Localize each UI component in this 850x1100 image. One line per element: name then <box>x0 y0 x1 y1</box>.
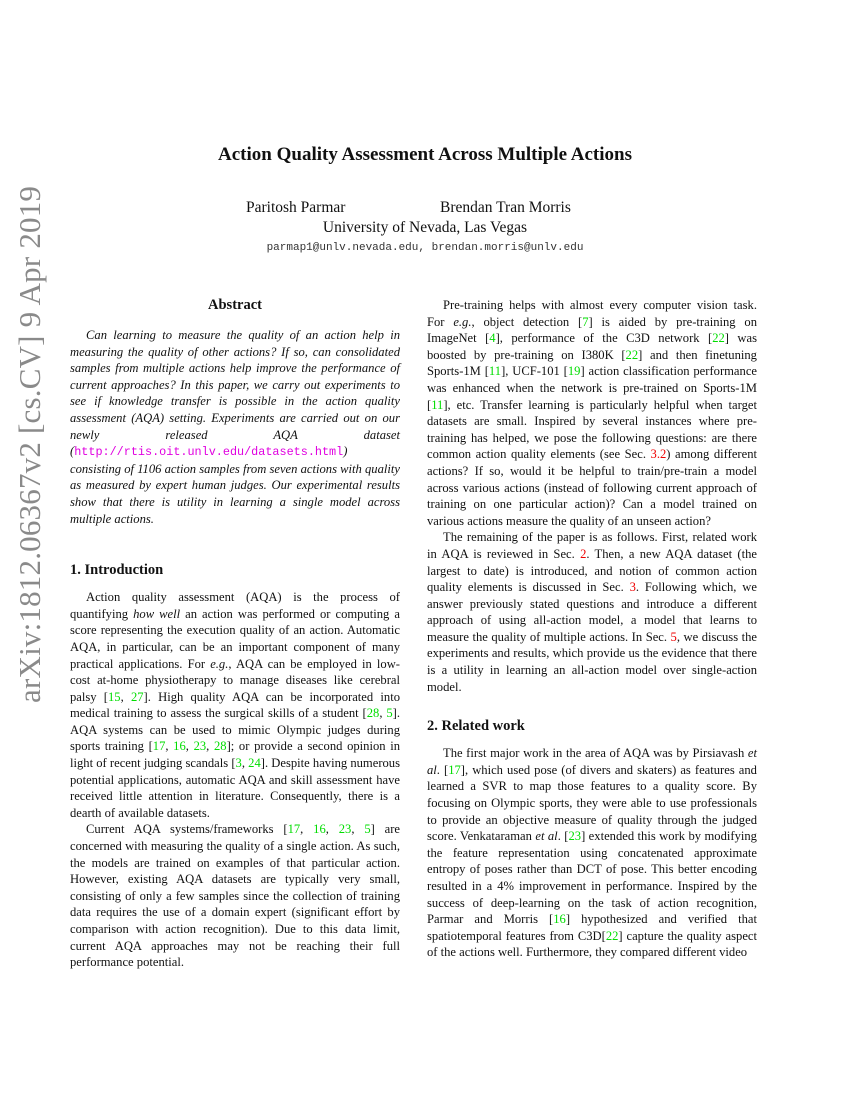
citation-link[interactable]: 22 <box>625 347 639 362</box>
citation-link[interactable]: 16 <box>313 822 326 837</box>
citation-link[interactable]: 22 <box>605 928 619 943</box>
citation-link[interactable]: 4 <box>489 331 496 346</box>
citation-link[interactable]: 27 <box>130 689 144 704</box>
citation-link[interactable]: 17 <box>448 762 461 777</box>
paragraph: Current AQA systems/frameworks [17, 16, 23, 5] are concerned with measuring the quality of a single action. As such, the models are trained on examples of that particular action. However, existing AQA datasets are typically very small, consisting of only a few samples since the collection of training data requires the use of a domain expert (significant effort by comparison with action recognition). Due to this data limit, current AQA approaches may not be reaching their full performance potential. <box>70 822 401 970</box>
citation-link[interactable]: 11 <box>488 364 502 379</box>
citation-link[interactable]: 15 <box>108 689 121 704</box>
citation-link[interactable]: 28 <box>213 739 227 754</box>
section-ref-link[interactable]: 3 <box>629 580 636 595</box>
paragraph: The first major work in the area of AQA was by Pirsiavash et al. [17], which used pose (of divers and skaters) as features and learned a SVR to map those features to a quality score. By focusing on Olympic sports, they were able to use professionals to provide an objective measure of quality through the judged score. Venkataraman et al. [23] extended this work by modifying the feature representation using concatenated approximate entropy of poses rather than DCT of pose. This better encoding resulted in a 4% improvement in performance. Inspired by the success of deep-learning on the task of action recognition, Parmar and Morris [16] hypothesized and verified that spatiotemporal features from C3D[22] capture the quality aspect of the actions well. Furthermore, they compared different video <box>427 746 758 960</box>
citation-link[interactable]: 5 <box>364 822 371 837</box>
citation-link[interactable]: 17 <box>152 739 166 754</box>
abstract-heading: Abstract <box>208 297 262 313</box>
author-name: Brendan Tran Morris <box>440 199 571 216</box>
left-column <box>70 296 400 971</box>
citation-link[interactable]: 16 <box>553 912 566 927</box>
section-heading-introduction: 1. Introduction <box>70 562 164 579</box>
abstract-text: Can learning to measure the quality of an action help in measuring the quality of other actions? If so, can consolidated samples from multiple actions help improve the performance of current approaches? In this paper, we carry out experiments to see if knowledge transfer is possible in the action quality assessment (AQA) setting. Experiments are carried out on our newly released AQA dataset (http://rtis.oit.unlv.edu/datasets.html) consisting of 1106 action samples from seven actions with quality as measured by expert human judges. Our experimental results show that there is utility in learning a single model across multiple actions. <box>70 328 400 526</box>
citation-link[interactable]: 23 <box>193 739 207 754</box>
citation-link[interactable]: 7 <box>582 314 589 329</box>
citation-link[interactable]: 24 <box>248 756 261 771</box>
dataset-link[interactable]: http://rtis.oit.unlv.edu/datasets.html <box>74 445 344 460</box>
citation-link[interactable]: 22 <box>712 331 725 346</box>
citation-link[interactable]: 23 <box>338 822 352 837</box>
paragraph: The remaining of the paper is as follows. First, related work in AQA is reviewed in Sec. 2. Then, a new AQA dataset (the largest to date) is introduced, and notion of common action quality elements is discussed in Sec. 3. Following which, we answer previously stated questions and introduce a different approach of using all-action model, a model that learns to measure the quality of multiple actions. In Sec. 5, we discuss the experiments and results, which provide us the evidence that there is a utility in learning an all-action model over single-action model. <box>427 530 757 694</box>
citation-link[interactable]: 5 <box>386 706 393 721</box>
author-name: Paritosh Parmar <box>246 199 346 216</box>
citation-link[interactable]: 3 <box>235 756 242 771</box>
citation-link[interactable]: 19 <box>567 364 581 379</box>
paragraph: Action quality assessment (AQA) is the process of quantifying how well an action was performed or computing a score representing the execution quality of an action. Automatic AQA, in particular, can be an important component of many practical applications. For e.g., AQA can be employed in low-cost at-home physiotherapy to manage diseases like cerebral palsy [15, 27]. High quality AQA can be incorporated into medical training to assess the surgical skills of a student [28, 5]. AQA systems can be used to mimic Olympic judges during sports training [17, 16, 23, 28]; or provide a second opinion in light of recent judging scandals [3, 24]. Despite having numerous potential applications, automatic AQA and skill assessment have received little attention in literature. Consequently, there is a dearth of available datasets. <box>70 590 401 820</box>
paper-title: Action Quality Assessment Across Multiple Actions <box>218 144 632 165</box>
citation-link[interactable]: 16 <box>173 739 186 754</box>
paragraph: Pre-training helps with almost every computer vision task. For e.g., object detection [7] is aided by pre-training on ImageNet [4], performance of the C3D network [22] was boosted by pre-training on I380K [22] and then finetuning Sports-1M [11], UCF-101 [19] action classification performance was enhanced when the network is pre-trained on Sports-1M [11], etc. Transfer learning is particularly helpful when target datasets are small. Inspired by several instances where pre-training has helped, we pose the following questions: are there common action quality elements (see Sec. 3.2) among different actions? If so, would it be helpful to train/pre-train a model across various actions (instead of following current approach of training on one particular action)? Can a model trained on various actions measure the quality of an unseen action? <box>427 298 757 528</box>
section-heading-related-work: 2. Related work <box>427 718 525 735</box>
section-ref-link[interactable]: 3.2 <box>650 447 667 462</box>
arxiv-stamp: arXiv:1812.06367v2 [cs.CV] 9 Apr 2019 <box>12 185 47 703</box>
section-ref-link[interactable]: 2 <box>580 546 587 561</box>
citation-link[interactable]: 11 <box>431 397 444 412</box>
affiliation: University of Nevada, Las Vegas <box>322 219 528 236</box>
author-emails: parmap1@unlv.nevada.edu, brendan.morris@unlv.edu <box>266 242 584 254</box>
citation-link[interactable]: 17 <box>287 822 301 837</box>
right-column <box>427 297 757 961</box>
citation-link[interactable]: 28 <box>366 706 380 721</box>
citation-link[interactable]: 23 <box>568 829 582 844</box>
section-ref-link[interactable]: 5 <box>670 629 677 644</box>
